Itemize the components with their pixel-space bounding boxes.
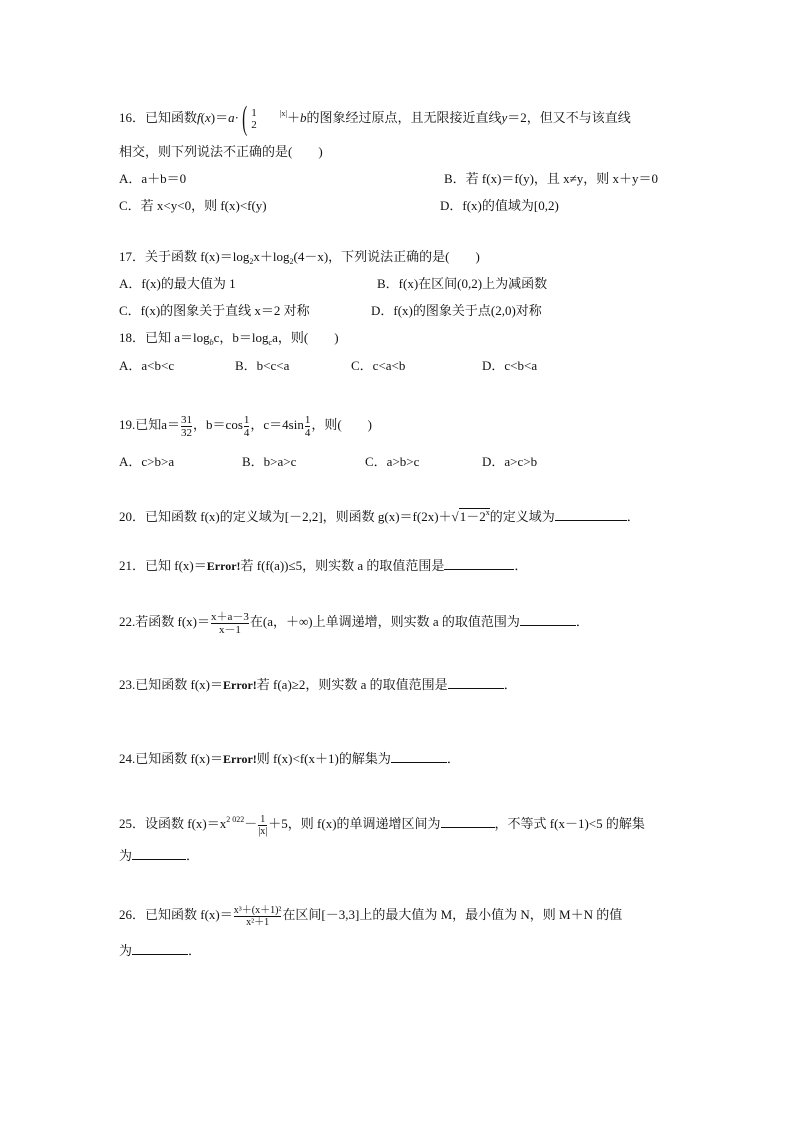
q26-fraction (234, 905, 282, 928)
q24-stem-b: 则 f(x)<f(x＋1)的解集为 (256, 751, 391, 766)
q21-stem (119, 557, 527, 574)
q26-line2-text: 为 (119, 943, 133, 958)
q19-stem-a: 19.已知 (119, 417, 162, 432)
q19-fraction-b (244, 414, 250, 439)
q16-line1 (119, 100, 631, 137)
q23-answer-blank[interactable] (448, 676, 504, 689)
q19-f2-num: 1 (243, 413, 250, 426)
q19-f3-num: 1 (304, 413, 311, 426)
q16-f: f (197, 109, 201, 125)
q25-minus: － (244, 816, 258, 831)
q26-den: x²＋1 (234, 916, 282, 928)
q17-stem-a: 17．关于函数 f(x)＝log (119, 249, 250, 264)
q19-stem (119, 410, 372, 440)
q25-line2 (119, 847, 199, 864)
q22-num: x＋a－3 (211, 610, 249, 623)
q24-stem (119, 750, 460, 767)
q17-stem-end: (4－x)，下列说法正确的是( ) (293, 249, 480, 264)
q19-fraction-a (181, 414, 192, 439)
q19-option-d: D．a>c>b (482, 454, 538, 469)
q20-stem-end: ． (626, 509, 640, 524)
q24-stem-a: 24.已知函数 f(x)＝ (119, 751, 223, 766)
q16-dot: · (234, 109, 239, 125)
q17-stem (119, 249, 480, 270)
q16-line2: 相交，则下列说法不正确的是( ) (119, 144, 323, 159)
q25-answer-blank-2[interactable] (132, 847, 186, 860)
q18-option-b: B．b<c<a (235, 358, 290, 373)
q20-sqrt: $√1-2^x$ (451, 508, 490, 524)
q21-answer-blank[interactable] (444, 557, 514, 570)
q22-stem-end: ． (575, 614, 589, 629)
q16-option-b: B．若 f(x)＝f(y)，且 x≠y，则 x＋y＝0 (444, 171, 659, 186)
q19-f3-den: 4 (304, 426, 311, 439)
q16-half-den: 2 (251, 119, 257, 131)
q17-option-d: D．f(x)的图象关于点(2,0)对称 (371, 303, 542, 318)
q19-c-eq: ，c＝4sin (250, 417, 304, 432)
q23-stem-b: 若 f(a)≥2，则实数 a 的取值范围是 (256, 677, 448, 692)
q16-y: y (501, 109, 508, 125)
q16-eq: )＝ (210, 109, 229, 125)
q25-fraction (258, 814, 267, 837)
q18-base2: c (268, 338, 273, 347)
q20-radicand: 1－2 (459, 509, 486, 524)
q16-half-fraction (251, 107, 257, 131)
q16-stem-e: ＝2，但又不与该直线 (507, 109, 631, 125)
q25-stem-end: ． (186, 848, 200, 863)
q19-stem-end: ，则( ) (311, 417, 373, 432)
q16-option-a: A．a＋b＝0 (119, 171, 187, 186)
q18-option-c: C．c<a<b (351, 358, 406, 373)
q19-f1-den: 32 (181, 426, 193, 439)
q20-radicand-exp: x (485, 508, 490, 517)
q18-stem (119, 330, 339, 351)
q19-a-eq: a＝ (161, 417, 181, 432)
q18-option-d: D．c<b<a (482, 358, 538, 373)
q17-base1: 2 (249, 257, 254, 266)
q16-option-d: D．f(x)的值域为[0,2) (440, 198, 559, 213)
q20-answer-blank[interactable] (555, 508, 627, 521)
q16-x: x (204, 109, 211, 125)
q19-b-eq: ，b＝cos (193, 417, 243, 432)
q16-option-c: C．若 x<y<0，则 f(x)<f(y) (119, 198, 267, 213)
q26-stem-a: 26．已知函数 f(x)＝ (119, 907, 233, 922)
q26-line1 (119, 898, 622, 932)
q16-left-paren: ( (242, 100, 248, 137)
q16-a: a (228, 109, 235, 125)
q22-stem-b: 在(a，＋∞)上单调递增，则实数 a 的取值范围为 (249, 614, 520, 629)
q17-stem-mid: x＋log (253, 249, 290, 264)
q23-stem-a: 23.已知函数 f(x)＝ (119, 677, 223, 692)
q26-stem-end: ． (188, 943, 202, 958)
q18-stem-a: 18．已知 a＝log (119, 330, 210, 345)
q25-stem-b: ＋5，则 f(x)的单调递增区间为 (268, 816, 441, 831)
q17-option-b: B．f(x)在区间(0,2)上为减函数 (377, 276, 548, 291)
q20-stem-a: 20．已知函数 f(x)的定义域为[－2,2]，则函数 g(x)＝f(2x)＋ (119, 509, 452, 524)
q19-f1-num: 31 (181, 413, 193, 426)
q25-den: |x| (258, 825, 268, 837)
q23-error-text: Error! (223, 678, 257, 692)
q16-stem-a: 16．已知函数 (119, 109, 198, 125)
q16-b: b (300, 109, 307, 125)
q22-answer-blank[interactable] (520, 613, 576, 626)
q18-base1: b (209, 338, 214, 347)
q17-option-a: A．f(x)的最大值为 1 (119, 276, 236, 291)
q18-stem-b: c，b＝log (213, 330, 269, 345)
q25-line1 (119, 803, 645, 841)
q25-line2-text: 为 (119, 848, 133, 863)
q21-stem-a: 21．已知 f(x)＝ (119, 558, 207, 573)
q16-stem-d: 的图象经过原点，且无限接近直线 (306, 109, 502, 125)
q23-stem (119, 676, 517, 693)
q24-stem-end: ． (446, 751, 460, 766)
q19-option-a: A．c>b>a (119, 454, 175, 469)
q21-stem-end: ． (514, 558, 528, 573)
q22-fraction (211, 611, 249, 636)
q19-fraction-c (305, 414, 311, 439)
q24-error-text: Error! (223, 752, 257, 766)
q26-num: x³＋(x＋1)² (233, 904, 282, 916)
q18-option-a: A．a<b<c (119, 358, 175, 373)
q25-stem-c: ，不等式 f(x－1)<5 的解集 (494, 816, 645, 831)
q24-answer-blank[interactable] (391, 750, 447, 763)
q20-stem (119, 505, 640, 525)
q19-option-b: B．b>a>c (242, 454, 297, 469)
q23-stem-end: ． (503, 677, 517, 692)
q25-num: 1 (260, 813, 266, 825)
q16-exp: |x| (279, 108, 287, 118)
q17-option-c: C．f(x)的图象关于直线 x＝2 对称 (119, 303, 310, 318)
q21-error-text: Error! (206, 559, 241, 573)
q17-base2: 2 (289, 257, 294, 266)
q22-den: x－1 (211, 623, 249, 636)
q19-f2-den: 4 (243, 426, 250, 439)
q16-plus: ＋ (286, 109, 300, 125)
q22-stem (119, 605, 589, 639)
q16-paren: ( (200, 109, 205, 125)
q25-answer-blank-1[interactable] (441, 815, 495, 828)
q26-stem-b: 在区间[－3,3]上的最大值为 M，最小值为 N，则 M＋N 的值 (282, 907, 623, 922)
q26-answer-blank[interactable] (132, 942, 188, 955)
q21-stem-b: 若 f(f(a))≤5，则实数 a 的取值范围是 (240, 558, 445, 573)
q26-line2 (119, 942, 201, 959)
q20-stem-b: 的定义域为 (489, 509, 555, 524)
q22-stem-a: 22.若函数 f(x)＝ (119, 614, 210, 629)
q18-stem-c: a，则( ) (272, 330, 339, 345)
q25-stem-a: 25．设函数 f(x)＝x (119, 816, 227, 831)
q19-option-c: C．a>b>c (365, 454, 420, 469)
q25-exp: 2 022 (226, 815, 245, 824)
q16-half-num: 1 (251, 107, 257, 119)
